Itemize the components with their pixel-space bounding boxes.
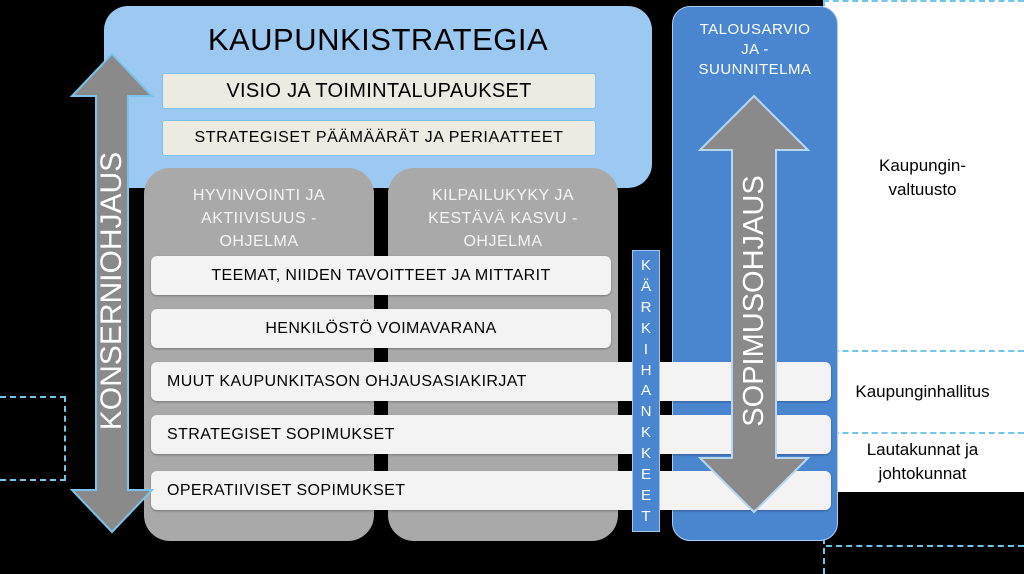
karkihankkeet-letter: E — [640, 486, 651, 504]
program-title-kilpailukyky: KILPAILUKYKY JA KESTÄVÄ KASVU - OHJELMA — [428, 187, 578, 250]
program-title-hyvinvointi: HYVINVOINTI JA AKTIIVISUUS - OHJELMA — [192, 187, 326, 250]
dashed-boundary — [823, 432, 1024, 434]
dashed-boundary — [826, 545, 1024, 547]
dashed-boundary — [64, 396, 66, 481]
karkihankkeet-letter: I — [643, 340, 649, 358]
dashed-boundary — [823, 0, 1024, 2]
row-strategiset-sopimukset: STRATEGISET SOPIMUKSET — [151, 415, 831, 454]
karkihankkeet-letter: H — [640, 361, 652, 379]
karkihankkeet-bar — [632, 250, 660, 532]
row-henkilosto: HENKILÖSTÖ VOIMAVARANA — [151, 309, 611, 348]
dashed-boundary — [0, 479, 66, 481]
level-label-lautakunnat: Lautakunnat ja johtokunnat — [866, 440, 979, 483]
karkihankkeet-letter: A — [640, 382, 651, 400]
level-label-valtuusto: Kaupungin- valtuusto — [879, 156, 966, 199]
konserniohjaus-label: KONSERNIOHJAUS — [95, 151, 128, 431]
row-operatiiviset-sopimukset: OPERATIIVISET SOPIMUKSET — [151, 471, 831, 510]
strategy-item-goals: STRATEGISET PÄÄMÄÄRÄT JA PERIAATTEET — [162, 120, 596, 156]
karkihankkeet-letter: K — [640, 257, 651, 274]
karkihankkeet-letter: R — [640, 298, 652, 316]
budget-title: TALOUSARVIO JA - SUUNNITELMA — [698, 21, 812, 78]
karkihankkeet-letter: K — [640, 424, 651, 442]
level-label-hallitus: Kaupunginhallitus — [855, 382, 990, 401]
karkihankkeet-letter: E — [640, 466, 651, 484]
dashed-boundary — [0, 396, 66, 398]
strategy-item-vision: VISIO JA TOIMINTALUPAUKSET — [162, 73, 596, 109]
strategy-title: KAUPUNKISTRATEGIA — [207, 22, 549, 57]
karkihankkeet-letter: T — [641, 507, 651, 525]
karkihankkeet-letter: K — [640, 319, 651, 337]
row-teemat: TEEMAT, NIIDEN TAVOITTEET JA MITTARIT — [151, 256, 611, 295]
dashed-boundary — [823, 350, 1024, 352]
sopimusohjaus-label: SOPIMUSOHJAUS — [738, 175, 770, 427]
karkihankkeet-letter: N — [640, 403, 652, 421]
karkihankkeet-letter: K — [640, 445, 651, 463]
karkihankkeet-letter: Ä — [640, 277, 651, 295]
row-muut-ohjausasiakirjat: MUUT KAUPUNKITASON OHJAUSASIAKIRJAT — [151, 362, 831, 401]
